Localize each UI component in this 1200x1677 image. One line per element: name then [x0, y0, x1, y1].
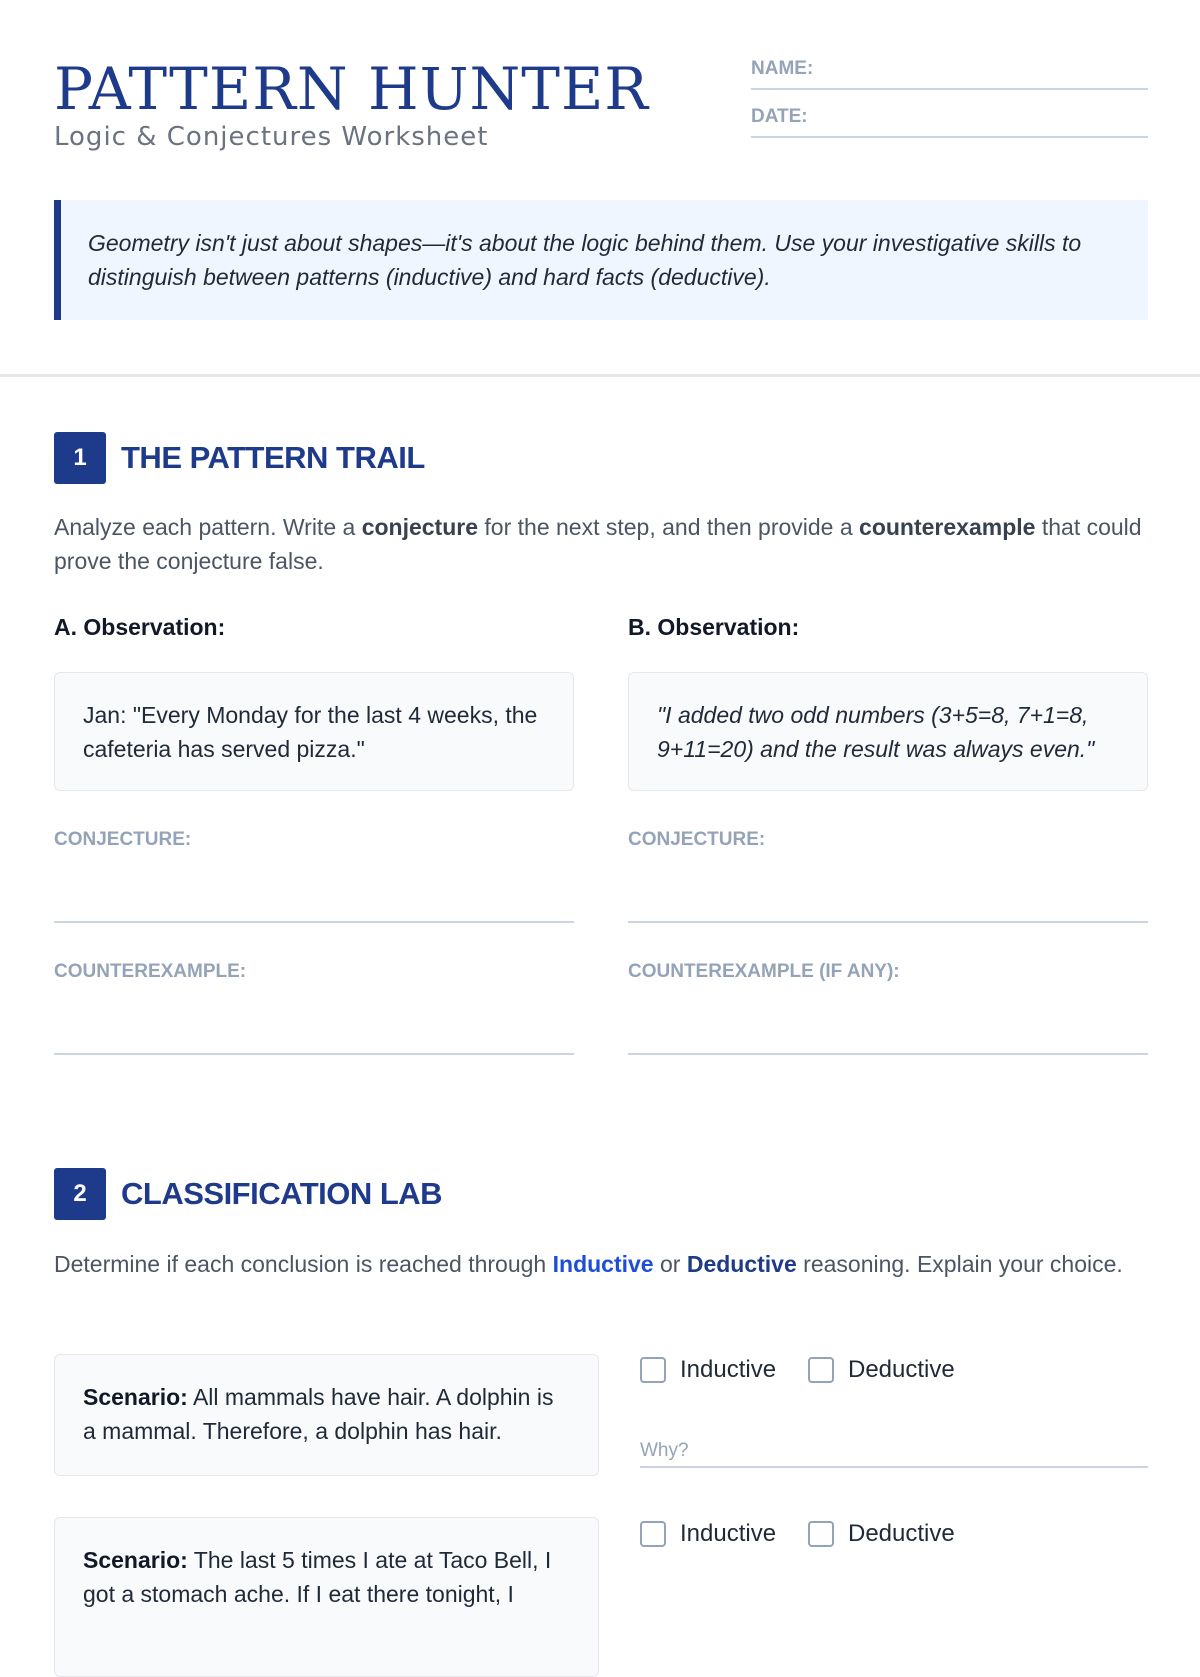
- counterexample-b-input[interactable]: [628, 1023, 1152, 1053]
- date-label: DATE:: [751, 106, 808, 127]
- worksheet-title: PATTERN HUNTER: [54, 55, 649, 123]
- counterexample-b-line: [628, 1023, 1148, 1055]
- scenario-2-deductive-option[interactable]: [808, 1517, 955, 1551]
- section-1-title: THE PATTERN TRAIL: [121, 440, 425, 475]
- checkbox-icon[interactable]: [640, 1357, 666, 1383]
- date-input[interactable]: [821, 106, 1148, 134]
- scenario-1-inductive-label: Inductive: [680, 1356, 777, 1383]
- scenario-1-deductive-option[interactable]: [808, 1353, 955, 1387]
- conjecture-a-line: [54, 891, 574, 923]
- instr-text: Determine if each conclusion is reached through: [54, 1251, 553, 1277]
- scenario-2-deductive-label: Deductive: [848, 1520, 955, 1547]
- instr-text: that could prove the conjecture false.: [54, 514, 1142, 574]
- instr-keyword-deductive: Deductive: [686, 1251, 797, 1277]
- scenario-2: [54, 1517, 599, 1677]
- observation-a-label: A. Observation:: [54, 614, 226, 640]
- scenario-1: [54, 1354, 599, 1476]
- instr-keyword-counterexample: counterexample: [859, 514, 1036, 540]
- section-divider: [0, 374, 1200, 377]
- section-2-number: 2: [54, 1168, 106, 1220]
- section-2-title: CLASSIFICATION LAB: [121, 1176, 443, 1211]
- section-1-instructions: [54, 510, 1148, 578]
- instr-keyword-conjecture: conjecture: [361, 514, 479, 540]
- scenario-2-inductive-label: Inductive: [680, 1520, 777, 1547]
- conjecture-b-input[interactable]: [628, 891, 1152, 921]
- counterexample-a-line: [54, 1023, 574, 1055]
- scenario-1-deductive-label: Deductive: [848, 1356, 955, 1383]
- section-1-number: 1: [54, 432, 106, 484]
- instr-text: for the next step, and then provide a: [478, 514, 860, 540]
- counterexample-a-input[interactable]: [54, 1023, 578, 1053]
- observation-b-text: "I added two odd numbers (3+5=8, 7+1=8, 9+11=20) and the result was always even.": [628, 672, 1148, 791]
- name-row: [751, 52, 1148, 90]
- worksheet-subtitle: Logic & Conjectures Worksheet: [54, 122, 489, 152]
- scenario-2-prefix: Scenario:: [83, 1547, 188, 1573]
- scenario-1-why-input[interactable]: [640, 1438, 1148, 1464]
- name-label: NAME:: [751, 58, 814, 79]
- instr-text: reasoning. Explain your choice.: [796, 1251, 1123, 1277]
- counterexample-a-label: COUNTEREXAMPLE:: [54, 961, 247, 982]
- conjecture-b-line: [628, 891, 1148, 923]
- intro-callout: [54, 200, 1148, 320]
- worksheet-header: [54, 52, 1148, 162]
- observation-b: [628, 614, 1148, 1055]
- date-row: [751, 100, 1148, 138]
- checkbox-icon[interactable]: [808, 1357, 834, 1383]
- observation-b-label: B. Observation:: [628, 614, 800, 640]
- counterexample-b-label: COUNTEREXAMPLE (IF ANY):: [628, 961, 900, 982]
- scenario-1-prefix: Scenario:: [83, 1384, 188, 1410]
- scenario-2-text: The last 5 times I ate at Taco Bell, I got a stomach ache. If I eat there tonight, I: [83, 1547, 552, 1607]
- scenario-1-inductive-option[interactable]: [640, 1353, 776, 1387]
- scenario-2-inductive-option[interactable]: [640, 1517, 776, 1551]
- name-input[interactable]: [821, 58, 1148, 86]
- conjecture-b-label: CONJECTURE:: [628, 829, 766, 850]
- checkbox-icon[interactable]: [808, 1521, 834, 1547]
- section-2-instructions: [54, 1247, 1148, 1281]
- observation-a-text: Jan: "Every Monday for the last 4 weeks, the cafeteria has served pizza.": [54, 672, 574, 791]
- student-info: [751, 52, 1148, 148]
- scenario-1-why-line: [640, 1438, 1148, 1468]
- conjecture-a-input[interactable]: [54, 891, 578, 921]
- scenario-1-text: All mammals have hair. A dolphin is a mammal. Therefore, a dolphin has hair.: [83, 1384, 554, 1444]
- instr-text: or: [653, 1251, 687, 1277]
- checkbox-icon[interactable]: [640, 1521, 666, 1547]
- instr-keyword-inductive: Inductive: [552, 1251, 654, 1277]
- intro-text: Geometry isn't just about shapes—it's about the logic behind them. Use your investigative skills to distinguish between patterns (inductive) and hard facts (deductive).: [88, 230, 1082, 290]
- conjecture-a-label: CONJECTURE:: [54, 829, 192, 850]
- instr-text: Analyze each pattern. Write a: [54, 514, 362, 540]
- observation-a: [54, 614, 574, 1055]
